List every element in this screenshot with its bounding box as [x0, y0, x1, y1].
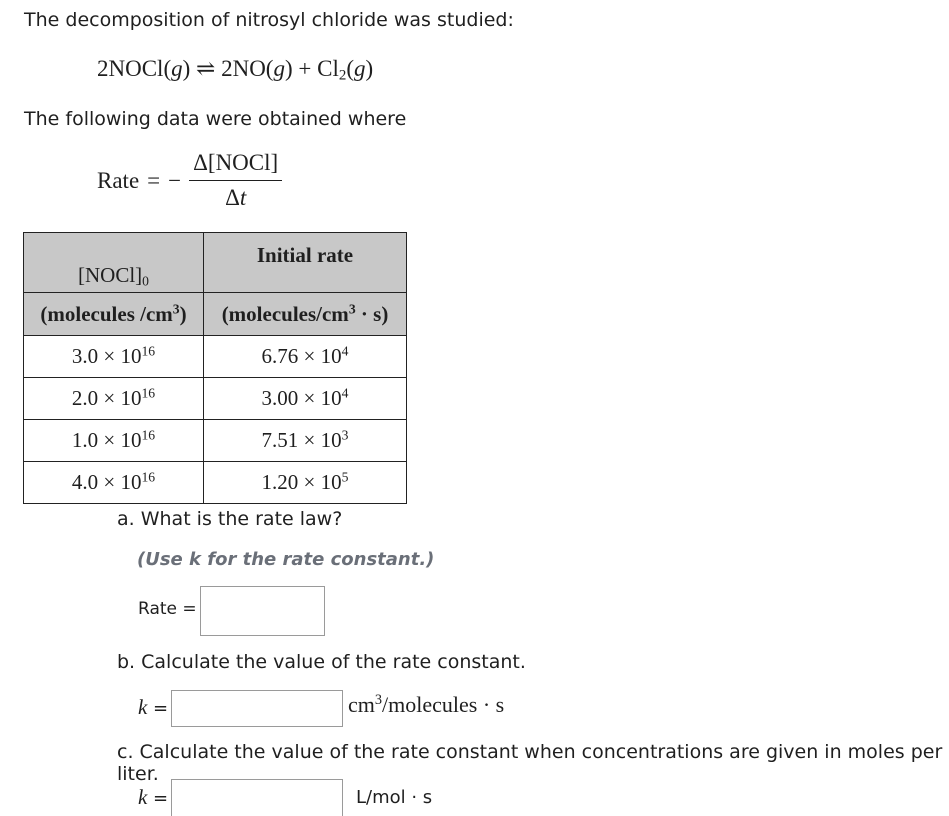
hint-text: (Use k for the rate constant.) [137, 549, 435, 570]
rate-cell: $6.76 \times 10^4$ [204, 336, 407, 378]
question-a: a. What is the rate law? [117, 508, 343, 530]
conc-cell: $4.0 \times 10^{16}$ [24, 462, 204, 504]
rate-constant-molar-input[interactable] [171, 779, 343, 816]
header-concentration-units: (molecules $/cm^3$) [24, 293, 204, 336]
conc-cell: $2.0 \times 10^{16}$ [24, 378, 204, 420]
table-row [24, 378, 407, 420]
question-c: c. Calculate the value of the rate constant when concentrations are given in moles per liter. [117, 741, 943, 785]
table-row [24, 420, 407, 462]
rate-answer-label: Rate = [138, 599, 197, 619]
question-b: b. Calculate the value of the rate constant. [117, 651, 526, 673]
unit-b: $cm^3$/molecules · s [348, 692, 505, 717]
conc-cell: $3.0 \times 10^{16}$ [24, 336, 204, 378]
rate-label: Rate [97, 167, 140, 193]
table-row [24, 462, 407, 504]
data-intro-text: The following data were obtained where [24, 108, 407, 130]
data-table [23, 232, 407, 504]
rate-cell: $1.20 \times 10^5$ [204, 462, 407, 504]
conc-cell: $1.0 \times 10^{16}$ [24, 420, 204, 462]
header-concentration: $[NOCl]_0$ [24, 233, 204, 293]
equilibrium-arrow: ⇌ [196, 56, 216, 81]
header-initial-rate: Initial rate [204, 233, 407, 293]
equals-sign: = [147, 167, 161, 193]
reactant: 2NOCl(g) [97, 56, 191, 81]
plus-sign: + [298, 56, 312, 81]
rate-numerator: Δ[NOCl] [189, 150, 282, 181]
rate-constant-input[interactable] [171, 690, 343, 727]
rate-fraction [189, 150, 282, 211]
k-label-c: k = [138, 785, 169, 809]
rate-cell: $7.51 \times 10^3$ [204, 420, 407, 462]
unit-c: L/mol · s [356, 787, 433, 808]
rate-expression [97, 150, 282, 211]
product-cl2: $Cl_2(g)$ [317, 56, 374, 84]
k-label-b: k = [138, 695, 169, 719]
rate-law-input[interactable] [200, 586, 325, 636]
rate-denominator: Δt [225, 185, 247, 210]
minus-sign: − [168, 167, 182, 193]
reaction-equation [97, 56, 373, 82]
header-rate-units: $(molecules/cm^3 \cdot s)$ [204, 293, 407, 336]
rate-cell: $3.00 \times 10^4$ [204, 378, 407, 420]
table-row [24, 336, 407, 378]
product-no: 2NO(g) [221, 56, 293, 81]
intro-text: The decomposition of nitrosyl chloride was studied: [24, 9, 514, 31]
